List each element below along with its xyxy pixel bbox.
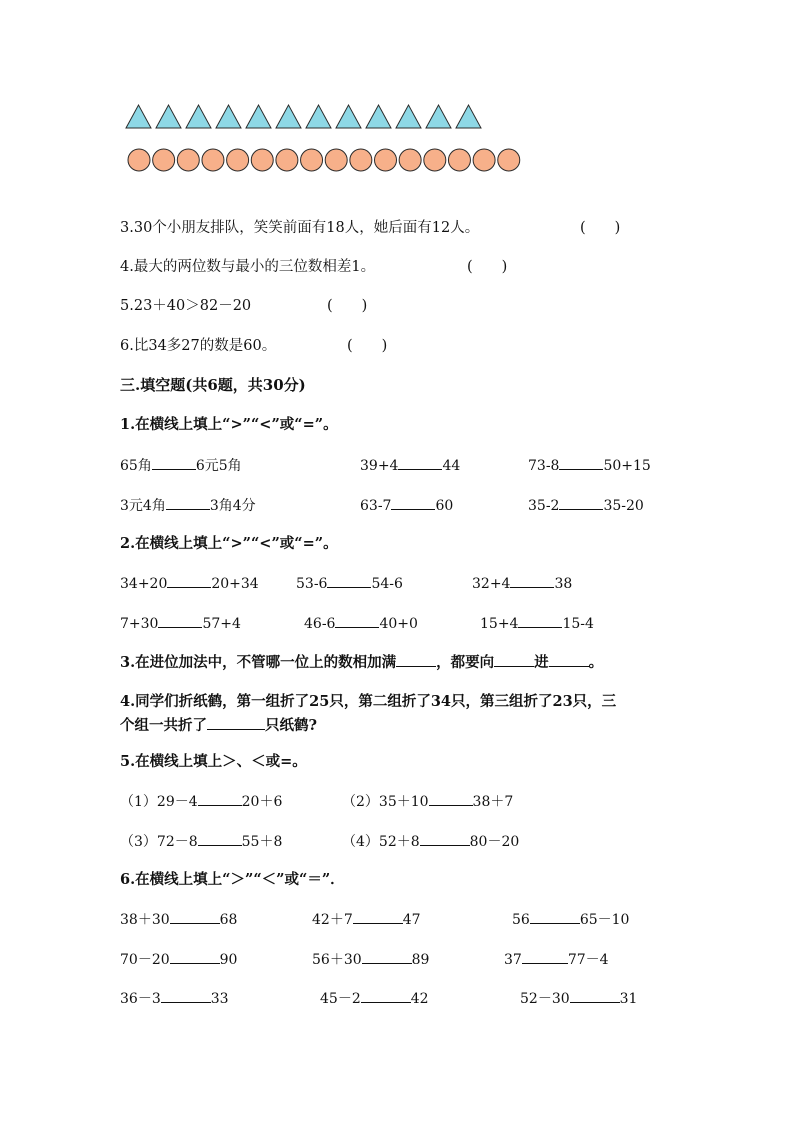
answer-blank[interactable]	[429, 792, 473, 806]
judgement-item-4: 4.最大的两位数与最小的三位数相差1。	[120, 259, 376, 275]
q4-line1: 4.同学们折纸鹤，第一组折了25只，第二组折了34只，第三组折了23只，三	[120, 693, 617, 710]
circle-shape	[177, 149, 199, 171]
q6-item: 52－30 31	[520, 991, 638, 1007]
judgement-paren-4[interactable]: ( )	[467, 259, 508, 275]
answer-blank[interactable]	[570, 989, 620, 1003]
answer-blank[interactable]	[549, 653, 589, 667]
answer-blank[interactable]	[398, 456, 442, 470]
circle-shape	[227, 149, 249, 171]
q6-item: 45－2 42	[320, 991, 429, 1007]
triangle-shape	[396, 105, 421, 128]
q6-item: 38＋30 68	[120, 912, 238, 928]
judgement-item-6: 6.比34多27的数是60。	[120, 338, 277, 354]
answer-blank[interactable]	[207, 716, 265, 730]
q6-item: 70－20 90	[120, 952, 238, 968]
q5-item: （2）35＋10 38＋7	[342, 794, 514, 810]
answer-blank[interactable]	[170, 950, 220, 964]
answer-blank[interactable]	[559, 496, 603, 510]
triangle-shape	[156, 105, 181, 128]
circle-shape	[473, 149, 495, 171]
triangle-shape	[366, 105, 391, 128]
answer-blank[interactable]	[494, 653, 534, 667]
q1-item: 73-8 50+15	[528, 458, 651, 474]
circle-shape	[251, 149, 273, 171]
answer-blank[interactable]	[167, 574, 211, 588]
answer-blank[interactable]	[166, 496, 210, 510]
q6-prompt: 6.在横线上填上“＞”“＜”或“＝”．	[120, 871, 345, 888]
q2-item: 46-6 40+0	[304, 616, 418, 632]
answer-blank[interactable]	[353, 910, 403, 924]
answer-blank[interactable]	[198, 792, 242, 806]
q2-prompt: 2.在横线上填上“>”“<”或“=”。	[120, 535, 338, 552]
triangle-shape	[306, 105, 331, 128]
answer-blank[interactable]	[391, 496, 435, 510]
circle-shape	[375, 149, 397, 171]
q6-item: 56 65－10	[512, 912, 630, 928]
answer-blank[interactable]	[335, 614, 379, 628]
q1-prompt: 1.在横线上填上“>”“<”或“=”。	[120, 416, 338, 433]
q1-item: 65角 6元5角	[120, 458, 242, 474]
triangle-shape	[276, 105, 301, 128]
q2-item: 15+4 15-4	[480, 616, 594, 632]
circle-shape	[202, 149, 224, 171]
q6-item: 36－3 33	[120, 991, 229, 1007]
circle-shape	[301, 149, 323, 171]
circle-shape	[153, 149, 175, 171]
triangle-shape	[426, 105, 451, 128]
answer-blank[interactable]	[362, 950, 412, 964]
triangle-shape	[456, 105, 481, 128]
judgement-item-3: 3.30个小朋友排队，笑笑前面有18人，她后面有12人。	[120, 220, 480, 236]
answer-blank[interactable]	[327, 574, 371, 588]
answer-blank[interactable]	[396, 653, 436, 667]
circle-shape	[448, 149, 470, 171]
triangle-shape	[216, 105, 241, 128]
circle-shape	[498, 149, 520, 171]
q5-prompt: 5.在横线上填上＞、＜或=。	[120, 753, 307, 770]
answer-blank[interactable]	[361, 989, 411, 1003]
judgement-paren-3[interactable]: ( )	[580, 220, 621, 236]
answer-blank[interactable]	[518, 614, 562, 628]
q2-item: 53-6 54-6	[296, 576, 403, 592]
answer-blank[interactable]	[559, 456, 603, 470]
answer-blank[interactable]	[152, 456, 196, 470]
judgement-item-5: 5.23＋40＞82－20	[120, 298, 252, 314]
q6-item: 56＋30 89	[312, 952, 430, 968]
q1-item: 3元4角 3角4分	[120, 498, 256, 514]
answer-blank[interactable]	[420, 832, 470, 846]
triangle-shape	[336, 105, 361, 128]
circle-shape	[128, 149, 150, 171]
section-title: 三.填空题(共6题，共30分)	[120, 376, 306, 394]
triangle-shape	[186, 105, 211, 128]
answer-blank[interactable]	[198, 832, 242, 846]
q5-item: （3）72－8 55＋8	[120, 834, 283, 850]
triangle-shape	[126, 105, 151, 128]
q3-text: 3.在进位加法中，不管哪一位上的数相加满 ，都要向 进 。	[120, 654, 604, 671]
q1-item: 39+4 44	[360, 458, 461, 474]
answer-blank[interactable]	[170, 910, 220, 924]
q2-item: 7+30 57+4	[120, 616, 241, 632]
judgement-paren-6[interactable]: ( )	[347, 338, 388, 354]
answer-blank[interactable]	[161, 989, 211, 1003]
circle-shape	[276, 149, 298, 171]
q1-item: 35-2 35-20	[528, 498, 644, 514]
answer-blank[interactable]	[530, 910, 580, 924]
answer-blank[interactable]	[158, 614, 202, 628]
q6-item: 42＋7 47	[312, 912, 421, 928]
q4-line2: 个组一共折了 只纸鹤?	[120, 717, 317, 734]
q1-item: 63-7 60	[360, 498, 454, 514]
q2-item: 32+4 38	[472, 576, 573, 592]
q5-item: （4）52＋8 80－20	[342, 834, 520, 850]
triangle-shape	[246, 105, 271, 128]
circle-shape	[399, 149, 421, 171]
q6-item: 37 77－4	[504, 952, 609, 968]
q5-item: （1）29－4 20＋6	[120, 794, 283, 810]
circle-shape	[350, 149, 372, 171]
q2-item: 34+20 20+34	[120, 576, 259, 592]
circle-shape	[325, 149, 347, 171]
circle-shape	[424, 149, 446, 171]
counting-figure	[0, 0, 794, 200]
answer-blank[interactable]	[510, 574, 554, 588]
answer-blank[interactable]	[522, 950, 568, 964]
judgement-paren-5[interactable]: ( )	[327, 298, 368, 314]
